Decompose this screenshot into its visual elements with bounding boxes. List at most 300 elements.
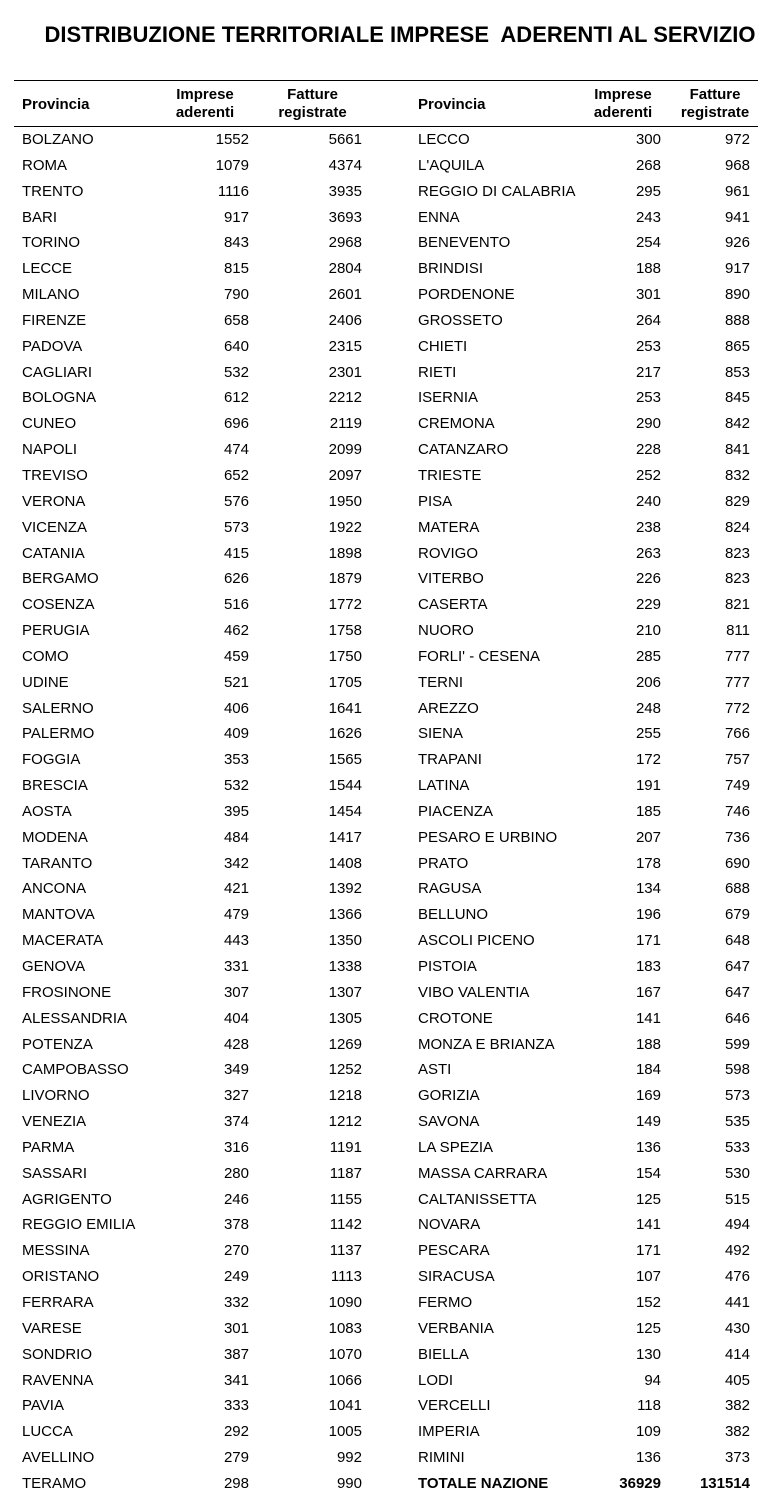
fatture-left-cell: 1879 bbox=[328, 570, 362, 588]
province-right-cell: BRINDISI bbox=[418, 260, 484, 278]
fatture-right-cell: 777 bbox=[724, 673, 750, 691]
table-row bbox=[0, 1445, 767, 1471]
fatture-left-cell: 1113 bbox=[330, 1268, 362, 1286]
province-left-cell: UDINE bbox=[22, 673, 69, 691]
fatture-right-cell: 530 bbox=[724, 1164, 750, 1182]
fatture-left-cell: 2968 bbox=[328, 234, 362, 252]
province-left-cell: AOSTA bbox=[22, 802, 72, 820]
table-row bbox=[0, 1212, 767, 1238]
imprese-left-cell: 349 bbox=[223, 1061, 249, 1079]
fatture-right-cell: 647 bbox=[724, 983, 750, 1001]
fatture-left-cell: 1070 bbox=[328, 1345, 362, 1363]
province-left-cell: MANTOVA bbox=[22, 906, 95, 924]
province-right-cell: AREZZO bbox=[418, 699, 479, 717]
imprese-right-cell: 253 bbox=[635, 337, 661, 355]
province-right-cell: CROTONE bbox=[418, 1009, 493, 1027]
province-right-cell: VERCELLI bbox=[418, 1397, 491, 1415]
table-top-rule bbox=[14, 80, 758, 81]
imprese-left-cell: 532 bbox=[223, 363, 249, 381]
imprese-left-cell: 626 bbox=[223, 570, 249, 588]
fatture-left-cell: 1950 bbox=[328, 492, 362, 510]
fatture-left-cell: 2601 bbox=[328, 286, 362, 304]
imprese-right-cell: 125 bbox=[635, 1319, 661, 1337]
header-provincia-left: Provincia bbox=[22, 96, 90, 113]
fatture-right-cell: 648 bbox=[724, 932, 750, 950]
province-left-cell: ORISTANO bbox=[22, 1268, 100, 1286]
fatture-right-cell: 968 bbox=[724, 156, 750, 174]
province-left-cell: REGGIO EMILIA bbox=[22, 1216, 136, 1234]
province-left-cell: AVELLINO bbox=[22, 1449, 95, 1467]
imprese-right-cell: 264 bbox=[635, 311, 661, 329]
province-left-cell: COSENZA bbox=[22, 596, 95, 614]
province-right-cell: LA SPEZIA bbox=[418, 1138, 494, 1156]
table-row bbox=[0, 773, 767, 799]
province-left-cell: VARESE bbox=[22, 1319, 82, 1337]
province-right-cell: PISA bbox=[418, 492, 453, 510]
fatture-left-cell: 1366 bbox=[328, 906, 362, 924]
imprese-right-cell: 240 bbox=[635, 492, 661, 510]
province-left-cell: TARANTO bbox=[22, 854, 93, 872]
fatture-left-cell: 1750 bbox=[328, 647, 362, 665]
province-left-cell: BOLZANO bbox=[22, 131, 94, 148]
province-left-cell: ALESSANDRIA bbox=[22, 1009, 128, 1027]
province-right-cell: VIBO VALENTIA bbox=[418, 983, 530, 1001]
imprese-left-cell: 316 bbox=[223, 1138, 249, 1156]
province-right-cell: IMPERIA bbox=[418, 1423, 480, 1441]
fatture-right-cell: 772 bbox=[724, 699, 750, 717]
imprese-right-cell: 263 bbox=[635, 544, 661, 562]
province-left-cell: MACERATA bbox=[22, 932, 104, 950]
province-right-cell: GROSSETO bbox=[418, 311, 503, 329]
imprese-left-cell: 409 bbox=[223, 725, 249, 743]
fatture-left-cell: 990 bbox=[336, 1474, 362, 1492]
imprese-right-cell: 169 bbox=[635, 1087, 661, 1105]
table-row bbox=[0, 1290, 767, 1316]
table-row bbox=[0, 1342, 767, 1368]
fatture-left-cell: 1155 bbox=[329, 1190, 362, 1208]
imprese-left-cell: 353 bbox=[223, 751, 249, 769]
province-left-cell: NAPOLI bbox=[22, 441, 78, 459]
imprese-right-cell: 243 bbox=[635, 208, 661, 226]
table-row bbox=[0, 799, 767, 825]
imprese-left-cell: 246 bbox=[223, 1190, 249, 1208]
fatture-left-cell: 1041 bbox=[328, 1397, 362, 1415]
fatture-right-cell: 414 bbox=[724, 1345, 750, 1363]
fatture-right-cell: 823 bbox=[724, 544, 750, 562]
fatture-right-cell: 492 bbox=[724, 1242, 750, 1260]
imprese-right-cell: 167 bbox=[635, 983, 661, 1001]
imprese-right-cell: 188 bbox=[635, 260, 661, 278]
fatture-left-cell: 2406 bbox=[328, 311, 362, 329]
fatture-right-cell: 972 bbox=[724, 131, 750, 148]
fatture-left-cell: 1187 bbox=[329, 1164, 362, 1182]
province-left-cell: CATANIA bbox=[22, 544, 85, 562]
imprese-left-cell: 327 bbox=[223, 1087, 249, 1105]
fatture-left-cell: 1212 bbox=[328, 1113, 362, 1131]
fatture-left-cell: 1454 bbox=[328, 802, 362, 820]
imprese-left-cell: 479 bbox=[223, 906, 249, 924]
table-row bbox=[0, 851, 767, 877]
fatture-left-cell: 1066 bbox=[328, 1371, 362, 1389]
page-title: DISTRIBUZIONE TERRITORIALE IMPRESE ADERENTI AL SERVIZIO bbox=[44, 22, 756, 47]
province-left-cell: ROMA bbox=[22, 156, 67, 174]
province-right-cell: NUORO bbox=[418, 622, 474, 640]
table-row bbox=[0, 1368, 767, 1394]
fatture-right-cell: 888 bbox=[724, 311, 750, 329]
imprese-left-cell: 532 bbox=[223, 777, 249, 795]
fatture-right-cell: 382 bbox=[724, 1397, 750, 1415]
province-left-cell: TORINO bbox=[22, 234, 81, 252]
province-left-cell: AGRIGENTO bbox=[22, 1190, 112, 1208]
imprese-left-cell: 1116 bbox=[217, 182, 249, 200]
province-left-cell: ANCONA bbox=[22, 880, 87, 898]
imprese-left-cell: 484 bbox=[223, 828, 249, 846]
table-row bbox=[0, 1083, 767, 1109]
fatture-right-cell: 823 bbox=[724, 570, 750, 588]
fatture-right-cell: 917 bbox=[724, 260, 750, 278]
imprese-left-cell: 406 bbox=[223, 699, 249, 717]
fatture-right-cell: 533 bbox=[724, 1138, 750, 1156]
fatture-left-cell: 1626 bbox=[328, 725, 362, 743]
imprese-right-cell: 252 bbox=[635, 466, 661, 484]
imprese-right-cell: 184 bbox=[635, 1061, 661, 1079]
fatture-left-cell: 992 bbox=[336, 1449, 362, 1467]
table-row bbox=[0, 1135, 767, 1161]
imprese-left-cell: 459 bbox=[223, 647, 249, 665]
imprese-left-cell: 612 bbox=[223, 389, 249, 407]
table-row bbox=[0, 127, 767, 153]
fatture-right-cell: 405 bbox=[724, 1371, 750, 1389]
province-right-cell: CREMONA bbox=[418, 415, 495, 433]
imprese-right-cell: 301 bbox=[635, 286, 661, 304]
imprese-left-cell: 843 bbox=[223, 234, 249, 252]
imprese-left-cell: 332 bbox=[223, 1293, 249, 1311]
province-right-cell: PESCARA bbox=[418, 1242, 490, 1260]
province-right-cell: PISTOIA bbox=[418, 958, 477, 975]
imprese-left-cell: 658 bbox=[223, 311, 249, 329]
imprese-right-cell: 253 bbox=[635, 389, 661, 407]
province-right-cell: PRATO bbox=[418, 854, 469, 872]
imprese-left-cell: 1079 bbox=[215, 156, 249, 174]
fatture-right-cell: 824 bbox=[724, 518, 750, 536]
table-row bbox=[0, 747, 767, 773]
imprese-right-cell: 300 bbox=[635, 131, 661, 148]
fatture-right-cell: 832 bbox=[724, 466, 750, 484]
province-left-cell: PERUGIA bbox=[22, 622, 90, 640]
province-right-cell: SIRACUSA bbox=[418, 1268, 495, 1286]
imprese-right-cell: 136 bbox=[635, 1138, 661, 1156]
table-row bbox=[0, 1109, 767, 1135]
fatture-right-cell: 515 bbox=[724, 1190, 750, 1208]
province-right-cell: L'AQUILA bbox=[418, 156, 485, 174]
table-row bbox=[0, 876, 767, 902]
fatture-left-cell: 1137 bbox=[329, 1242, 362, 1260]
province-right-cell: PORDENONE bbox=[418, 286, 515, 304]
fatture-right-cell: 690 bbox=[724, 854, 750, 872]
table-row bbox=[0, 1057, 767, 1083]
fatture-left-cell: 3693 bbox=[328, 208, 362, 226]
province-left-cell: TERAMO bbox=[22, 1474, 87, 1492]
table-row bbox=[0, 902, 767, 928]
imprese-right-cell: 229 bbox=[635, 596, 661, 614]
imprese-right-cell: 207 bbox=[635, 828, 661, 846]
fatture-left-cell: 1544 bbox=[328, 777, 362, 795]
province-right-cell: LATINA bbox=[418, 777, 470, 795]
fatture-right-cell: 853 bbox=[724, 363, 750, 381]
fatture-left-cell: 1218 bbox=[328, 1087, 362, 1105]
province-left-cell: CUNEO bbox=[22, 415, 77, 433]
fatture-right-cell: 679 bbox=[724, 906, 750, 924]
imprese-right-cell: 107 bbox=[635, 1268, 661, 1286]
province-left-cell: PAVIA bbox=[22, 1397, 64, 1415]
province-left-cell: VERONA bbox=[22, 492, 86, 510]
province-right-cell: CASERTA bbox=[418, 596, 488, 614]
fatture-left-cell: 1898 bbox=[328, 544, 362, 562]
province-left-cell: BERGAMO bbox=[22, 570, 99, 588]
fatture-left-cell: 3935 bbox=[328, 182, 362, 200]
imprese-right-cell: 268 bbox=[635, 156, 661, 174]
imprese-left-cell: 790 bbox=[223, 286, 249, 304]
province-left-cell: FOGGIA bbox=[22, 751, 81, 769]
fatture-left-cell: 2119 bbox=[329, 415, 362, 433]
province-right-cell: RIMINI bbox=[418, 1449, 465, 1467]
imprese-left-cell: 298 bbox=[223, 1474, 249, 1492]
table-row bbox=[0, 230, 767, 256]
province-right-cell: PIACENZA bbox=[418, 802, 494, 820]
province-right-cell: MASSA CARRARA bbox=[418, 1164, 548, 1182]
imprese-left-cell: 331 bbox=[223, 958, 249, 975]
imprese-left-cell: 1552 bbox=[215, 131, 249, 148]
table-row bbox=[0, 1393, 767, 1419]
fatture-left-cell: 1922 bbox=[328, 518, 362, 536]
imprese-right-cell: 295 bbox=[635, 182, 661, 200]
table-row bbox=[0, 954, 767, 980]
table-row bbox=[0, 566, 767, 592]
fatture-right-cell: 811 bbox=[726, 622, 750, 640]
province-right-cell: ASTI bbox=[418, 1061, 452, 1079]
fatture-right-cell: 598 bbox=[724, 1061, 750, 1079]
fatture-left-cell: 1307 bbox=[328, 983, 362, 1001]
imprese-right-cell: 141 bbox=[635, 1216, 661, 1234]
fatture-left-cell: 1758 bbox=[328, 622, 362, 640]
fatture-left-cell: 1772 bbox=[328, 596, 362, 614]
fatture-right-cell: 766 bbox=[724, 725, 750, 743]
table-row bbox=[0, 1187, 767, 1213]
fatture-right-cell: 494 bbox=[724, 1216, 750, 1234]
province-right-cell: CHIETI bbox=[418, 337, 468, 355]
fatture-right-cell: 865 bbox=[724, 337, 750, 355]
header-imprese-left: Imprese aderenti bbox=[175, 86, 235, 121]
imprese-left-cell: 307 bbox=[223, 983, 249, 1001]
imprese-right-cell: 109 bbox=[635, 1423, 661, 1441]
fatture-left-cell: 2099 bbox=[328, 441, 362, 459]
imprese-right-cell: 217 bbox=[635, 363, 661, 381]
table-row bbox=[0, 644, 767, 670]
table-row bbox=[0, 1238, 767, 1264]
table-row bbox=[0, 1006, 767, 1032]
table-row bbox=[0, 928, 767, 954]
imprese-left-cell: 249 bbox=[223, 1268, 249, 1286]
fatture-left-cell: 1005 bbox=[328, 1423, 362, 1441]
province-left-cell: BRESCIA bbox=[22, 777, 88, 795]
table-row bbox=[0, 256, 767, 282]
table-row bbox=[0, 618, 767, 644]
table-row bbox=[0, 1032, 767, 1058]
province-right-cell: ROVIGO bbox=[418, 544, 479, 562]
imprese-left-cell: 521 bbox=[223, 673, 249, 691]
fatture-left-cell: 1338 bbox=[328, 958, 362, 975]
header-imprese-right: Imprese aderenti bbox=[593, 86, 653, 121]
table-row bbox=[0, 592, 767, 618]
fatture-right-cell: 573 bbox=[724, 1087, 750, 1105]
fatture-left-cell: 1705 bbox=[328, 673, 362, 691]
province-left-cell: BOLOGNA bbox=[22, 389, 97, 407]
province-right-cell: LECCO bbox=[418, 131, 470, 148]
imprese-right-cell: 226 bbox=[635, 570, 661, 588]
imprese-left-cell: 387 bbox=[223, 1345, 249, 1363]
table-row bbox=[0, 179, 767, 205]
province-right-cell: PESARO E URBINO bbox=[418, 828, 558, 846]
fatture-left-cell: 1269 bbox=[328, 1035, 362, 1053]
province-right-cell: VITERBO bbox=[418, 570, 484, 588]
imprese-right-cell: 228 bbox=[635, 441, 661, 459]
imprese-left-cell: 333 bbox=[223, 1397, 249, 1415]
province-left-cell: BARI bbox=[22, 208, 58, 226]
imprese-right-cell: 152 bbox=[635, 1293, 661, 1311]
imprese-right-cell: 238 bbox=[635, 518, 661, 536]
imprese-right-cell: 248 bbox=[635, 699, 661, 717]
province-right-cell: CATANZARO bbox=[418, 441, 509, 459]
table-row bbox=[0, 360, 767, 386]
imprese-left-cell: 374 bbox=[223, 1113, 249, 1131]
fatture-left-cell: 1083 bbox=[328, 1319, 362, 1337]
imprese-right-cell: 290 bbox=[635, 415, 661, 433]
fatture-right-cell: 535 bbox=[724, 1113, 750, 1131]
imprese-left-cell: 415 bbox=[223, 544, 249, 562]
province-right-cell: FERMO bbox=[418, 1293, 473, 1311]
imprese-left-cell: 280 bbox=[223, 1164, 249, 1182]
province-left-cell: COMO bbox=[22, 647, 69, 665]
header-fatture-left: Fatture registrate bbox=[278, 86, 347, 121]
table-row bbox=[0, 696, 767, 722]
province-right-cell: RIETI bbox=[418, 363, 457, 381]
imprese-left-cell: 462 bbox=[223, 622, 249, 640]
fatture-right-cell: 688 bbox=[724, 880, 750, 898]
table-row bbox=[0, 385, 767, 411]
fatture-left-cell: 1191 bbox=[329, 1138, 362, 1156]
fatture-left-cell: 4374 bbox=[328, 156, 362, 174]
imprese-right-cell: 185 bbox=[635, 802, 661, 820]
fatture-left-cell: 2097 bbox=[328, 466, 362, 484]
fatture-right-cell: 777 bbox=[724, 647, 750, 665]
province-left-cell: CAGLIARI bbox=[22, 363, 93, 381]
fatture-right-cell: 382 bbox=[724, 1423, 750, 1441]
province-right-cell: BIELLA bbox=[418, 1345, 469, 1363]
table-row bbox=[0, 1161, 767, 1187]
province-right-cell: LODI bbox=[418, 1371, 454, 1389]
header-fatture-right: Fatture registrate bbox=[680, 86, 750, 121]
imprese-right-cell: 134 bbox=[635, 880, 661, 898]
table-row bbox=[0, 1264, 767, 1290]
fatture-left-cell: 1641 bbox=[328, 699, 362, 717]
table-row bbox=[0, 205, 767, 231]
table-row bbox=[0, 721, 767, 747]
imprese-left-cell: 652 bbox=[223, 466, 249, 484]
imprese-left-cell: 292 bbox=[223, 1423, 249, 1441]
province-right-cell: RAGUSA bbox=[418, 880, 482, 898]
province-right-cell: MONZA E BRIANZA bbox=[418, 1035, 555, 1053]
province-right-cell: VERBANIA bbox=[418, 1319, 494, 1337]
total-imprese-right: 36929 bbox=[619, 1474, 661, 1492]
fatture-right-cell: 757 bbox=[724, 751, 750, 769]
province-right-cell: MATERA bbox=[418, 518, 480, 536]
imprese-left-cell: 342 bbox=[223, 854, 249, 872]
fatture-right-cell: 821 bbox=[724, 596, 750, 614]
fatture-left-cell: 2301 bbox=[328, 363, 362, 381]
fatture-right-cell: 476 bbox=[724, 1268, 750, 1286]
fatture-right-cell: 926 bbox=[724, 234, 750, 252]
province-left-cell: VICENZA bbox=[22, 518, 88, 536]
fatture-left-cell: 1142 bbox=[329, 1216, 362, 1234]
imprese-right-cell: 196 bbox=[635, 906, 661, 924]
fatture-right-cell: 890 bbox=[724, 286, 750, 304]
imprese-left-cell: 428 bbox=[223, 1035, 249, 1053]
imprese-left-cell: 279 bbox=[223, 1449, 249, 1467]
province-right-cell: REGGIO DI CALABRIA bbox=[418, 182, 576, 200]
fatture-left-cell: 1305 bbox=[328, 1009, 362, 1027]
province-left-cell: FIRENZE bbox=[22, 311, 87, 329]
table-row bbox=[0, 980, 767, 1006]
imprese-right-cell: 210 bbox=[635, 622, 661, 640]
imprese-right-cell: 254 bbox=[635, 234, 661, 252]
imprese-left-cell: 301 bbox=[223, 1319, 249, 1337]
imprese-left-cell: 443 bbox=[223, 932, 249, 950]
province-right-cell: GORIZIA bbox=[418, 1087, 480, 1105]
table-body bbox=[0, 127, 767, 1497]
province-left-cell: GENOVA bbox=[22, 958, 86, 975]
province-right-cell: TRIESTE bbox=[418, 466, 482, 484]
table-row bbox=[0, 825, 767, 851]
imprese-right-cell: 149 bbox=[635, 1113, 661, 1131]
imprese-right-cell: 206 bbox=[635, 673, 661, 691]
fatture-right-cell: 441 bbox=[724, 1293, 750, 1311]
fatture-right-cell: 829 bbox=[724, 492, 750, 510]
imprese-right-cell: 172 bbox=[635, 751, 661, 769]
fatture-right-cell: 941 bbox=[724, 208, 750, 226]
table-row bbox=[0, 282, 767, 308]
province-left-cell: PALERMO bbox=[22, 725, 95, 743]
imprese-left-cell: 576 bbox=[223, 492, 249, 510]
imprese-right-cell: 183 bbox=[635, 958, 661, 975]
province-left-cell: MODENA bbox=[22, 828, 88, 846]
table-row bbox=[0, 670, 767, 696]
table-row bbox=[0, 1316, 767, 1342]
table-row bbox=[0, 334, 767, 360]
imprese-left-cell: 421 bbox=[223, 880, 249, 898]
fatture-right-cell: 646 bbox=[724, 1009, 750, 1027]
province-left-cell: FERRARA bbox=[22, 1293, 94, 1311]
province-left-cell: FROSINONE bbox=[22, 983, 112, 1001]
fatture-left-cell: 5661 bbox=[328, 131, 362, 148]
imprese-right-cell: 285 bbox=[635, 647, 661, 665]
imprese-right-cell: 130 bbox=[635, 1345, 661, 1363]
province-right-cell: TERNI bbox=[418, 673, 463, 691]
imprese-right-cell: 171 bbox=[635, 932, 661, 950]
province-left-cell: MESSINA bbox=[22, 1242, 90, 1260]
fatture-right-cell: 842 bbox=[724, 415, 750, 433]
imprese-left-cell: 696 bbox=[223, 415, 249, 433]
imprese-right-cell: 154 bbox=[635, 1164, 661, 1182]
